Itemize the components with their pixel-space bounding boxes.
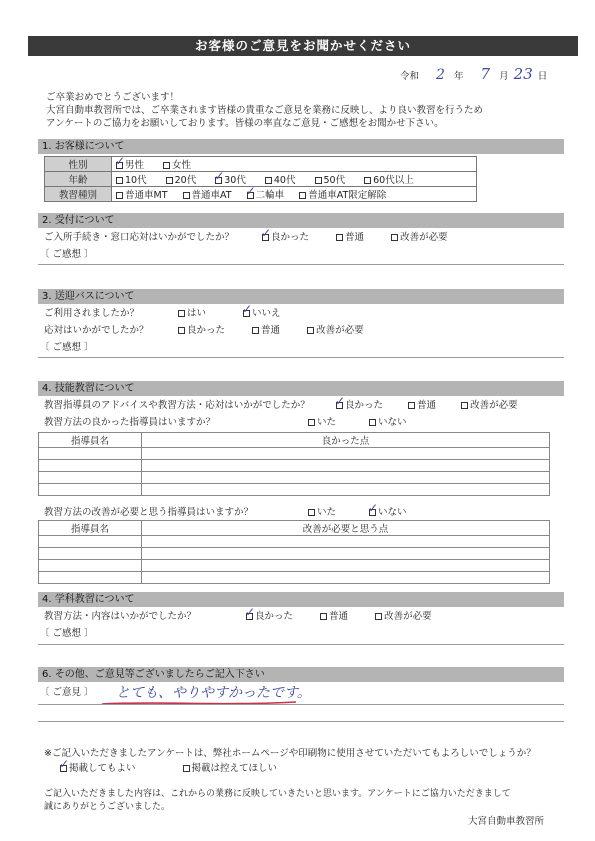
bus-comment-label: 〔 ご感想 〕 [40, 342, 94, 353]
age-30s-label: 30代 [224, 175, 246, 186]
good-instructor-table-header [39, 433, 550, 448]
date-line [400, 65, 548, 83]
age-40s-label: 40代 [273, 175, 296, 186]
bus-normal-label: 普通 [261, 325, 281, 336]
age-options [112, 169, 477, 187]
date-era: 令和 [400, 71, 420, 82]
good-instructor-no-label: いない [378, 417, 407, 428]
handwritten-comment[interactable]: とても、やりやすかったです。 [116, 685, 311, 701]
age-10s-checkbox[interactable] [116, 177, 123, 184]
age-50s-checkbox[interactable] [315, 177, 322, 184]
academic-normal-checkbox[interactable] [320, 613, 327, 620]
date-year[interactable]: 2 [436, 67, 445, 83]
publish-decline-checkbox[interactable] [183, 765, 190, 772]
course-at-label: 普通車AT [191, 190, 232, 201]
good-instructor-yes-checkbox[interactable] [308, 419, 315, 426]
driving-question: 教習指導員のアドバイスや教習方法・応対はいかがでしたか？ [44, 400, 310, 411]
good-instructor-options [308, 417, 423, 429]
academic-normal-label: 普通 [329, 611, 349, 622]
reception-comment-label: 〔 ご感想 〕 [40, 249, 94, 260]
good-instructor-question: 教習方法の良かった指導員はいますか？ [44, 417, 216, 428]
table-row[interactable] [39, 572, 550, 584]
closing-line-1: ご記入いただきました内容は、これからの業務に反映していきたいと思います。アンケートにご協力いただきまして [44, 789, 511, 799]
improve-instructor-yes-label: いた [317, 507, 337, 518]
bus-normal-checkbox[interactable] [252, 327, 259, 334]
improve-instructor-options [308, 501, 423, 519]
date-year-unit: 年 [454, 71, 464, 82]
age-20s-label: 20代 [174, 175, 197, 186]
bus-use-question: ご利用されましたか？ [44, 308, 140, 319]
date-day[interactable]: 23 [513, 65, 533, 83]
good-instructor-no-checkbox[interactable] [369, 419, 376, 426]
gender-row [45, 157, 477, 172]
check-mark-icon: ✓ [245, 184, 256, 198]
academic-improve-label: 改善が必要 [384, 611, 432, 622]
improve-instructor-no-label: いない [378, 507, 407, 518]
bus-use-no-label: いいえ [252, 308, 281, 319]
check-mark-icon: ✓ [59, 757, 70, 771]
improve-instructor-table [38, 520, 550, 584]
date-month-unit: 月 [499, 71, 509, 82]
good-instructor-yes-label: いた [317, 417, 337, 428]
bus-use-yes-label: はい [187, 308, 207, 319]
age-60plus-label: 60代以上 [373, 175, 414, 186]
table-row[interactable] [39, 448, 550, 460]
table-row[interactable] [39, 472, 550, 484]
academic-comment-line[interactable] [38, 644, 564, 645]
age-row [45, 172, 477, 187]
date-day-unit: 日 [537, 71, 548, 82]
age-20s-checkbox[interactable] [166, 177, 173, 184]
academic-good-label: 良かった [255, 611, 294, 622]
bus-use-options [178, 302, 297, 320]
driving-normal-checkbox[interactable] [408, 402, 415, 409]
section-1-header: 1. お客様について [38, 139, 564, 154]
driving-improve-label: 改善が必要 [470, 400, 518, 411]
academic-question: 教習方法・内容はいかがでしたか？ [44, 611, 197, 622]
driving-improve-checkbox[interactable] [461, 402, 468, 409]
bus-service-question: 応対はいかがでしたか？ [44, 325, 149, 336]
publish-options [59, 757, 293, 775]
customer-info-table [44, 156, 477, 202]
publish-decline-label: 掲載は控えてほしい [191, 763, 278, 774]
check-mark-icon: ✓ [115, 154, 126, 168]
other-comment-label: 〔 ご意見 〕 [40, 687, 94, 698]
table-row[interactable] [39, 548, 550, 560]
reception-good-label: 良かった [271, 232, 310, 243]
gender-options [112, 154, 477, 172]
red-underline-mark [100, 698, 300, 708]
gender-female-label: 女性 [172, 160, 192, 171]
section-6-header: 6. その他、ご意見等ございましたらご記入下さい [38, 667, 564, 682]
intro-line-3: アンケートのご協力をお願いしております。皆様の率直なご意見・ご感想をお聞かせ下さい。 [46, 118, 444, 129]
check-mark-icon: ✓ [242, 302, 253, 316]
intro-line-1: ご卒業おめでとうございます！ [46, 92, 180, 103]
course-mt-label: 普通車MT [125, 190, 168, 201]
check-mark-icon: ✓ [245, 605, 256, 619]
academic-comment-label: 〔 ご感想 〕 [40, 628, 94, 639]
course-row [45, 187, 477, 202]
page-title: お客様のご意見をお聞かせください [28, 36, 578, 56]
improve-instructor-yes-checkbox[interactable] [308, 509, 315, 516]
section-4-header: 4. 技能教習について [38, 381, 564, 396]
instructor-name-header: 指導員名 [39, 433, 142, 448]
intro-line-2: 大宮自動車教習所では、ご卒業されます皆様の貴重なご意見を業務に反映し、より良い教習を行うため [46, 105, 484, 116]
closing-line-2: 誠にありがとうございました。 [44, 802, 171, 812]
gender-female-checkbox[interactable] [163, 162, 170, 169]
bus-good-label: 良かった [187, 325, 226, 336]
good-points-header: 良かった点 [142, 433, 550, 448]
bus-comment-line[interactable] [38, 357, 564, 358]
section-3-header: 3. 送迎バスについて [38, 289, 564, 304]
academic-options [245, 605, 448, 623]
other-comment-line-2[interactable] [38, 721, 564, 722]
bus-good-checkbox[interactable] [178, 327, 185, 334]
driving-normal-label: 普通 [417, 400, 437, 411]
course-at-release-label: 普通車AT限定解除 [308, 190, 387, 201]
instructor-name-header: 指導員名 [39, 521, 142, 536]
reception-improve-label: 改善が必要 [400, 232, 448, 243]
driving-options [335, 394, 534, 412]
bus-improve-label: 改善が必要 [316, 325, 364, 336]
academic-improve-checkbox[interactable] [375, 613, 382, 620]
table-row[interactable] [39, 460, 550, 472]
improve-instructor-table-header [39, 521, 550, 536]
course-at-checkbox[interactable] [183, 192, 190, 199]
bus-service-options [178, 325, 380, 337]
check-mark-icon: ✓ [214, 169, 225, 183]
course-mt-checkbox[interactable] [116, 192, 123, 199]
section-5-header: 4. 学科教習について [38, 592, 564, 607]
date-month[interactable]: 7 [480, 65, 491, 83]
table-row[interactable] [39, 484, 550, 496]
check-mark-icon: ✓ [335, 394, 346, 408]
check-mark-icon: ✓ [368, 501, 379, 515]
course-motorcycle-label: 二輪車 [255, 190, 285, 201]
course-at-release-checkbox[interactable] [299, 192, 306, 199]
improve-instructor-question: 教習方法の改善が必要と思う指導員はいますか？ [44, 507, 254, 518]
gender-male-label: 男性 [125, 160, 145, 171]
bus-use-yes-checkbox[interactable] [178, 310, 185, 317]
age-60plus-checkbox[interactable] [364, 177, 371, 184]
reception-question: ご入所手続き・窓口応対はいかがでしたか？ [44, 232, 235, 243]
publish-ok-label: 掲載してもよい [69, 763, 136, 774]
age-10s-label: 10代 [125, 175, 147, 186]
age-50s-label: 50代 [323, 175, 346, 186]
course-label: 教習種別 [45, 187, 112, 202]
reception-comment-line[interactable] [38, 264, 564, 265]
reception-options [261, 226, 464, 244]
reception-normal-checkbox[interactable] [336, 234, 343, 241]
table-row[interactable] [39, 536, 550, 548]
check-mark-icon: ✓ [261, 226, 272, 240]
reception-normal-label: 普通 [345, 232, 365, 243]
other-comment-line-1[interactable] [38, 704, 564, 705]
publish-question: ※ご記入いただきましたアンケートは、弊社ホームページや印刷物に使用させていただいてもよろしいでしょうか？ [44, 748, 536, 759]
reception-improve-checkbox[interactable] [391, 234, 398, 241]
course-options [112, 184, 477, 202]
gender-label: 性別 [45, 157, 112, 172]
section-2-header: 2. 受付について [38, 213, 564, 228]
signature: 大宮自動車教習所 [468, 816, 545, 827]
table-row[interactable] [39, 560, 550, 572]
driving-good-label: 良かった [345, 400, 384, 411]
good-instructor-table [38, 432, 550, 496]
bus-improve-checkbox[interactable] [307, 327, 314, 334]
age-label: 年齢 [45, 172, 112, 187]
improve-points-header: 改善が必要と思う点 [142, 521, 550, 536]
age-40s-checkbox[interactable] [265, 177, 272, 184]
